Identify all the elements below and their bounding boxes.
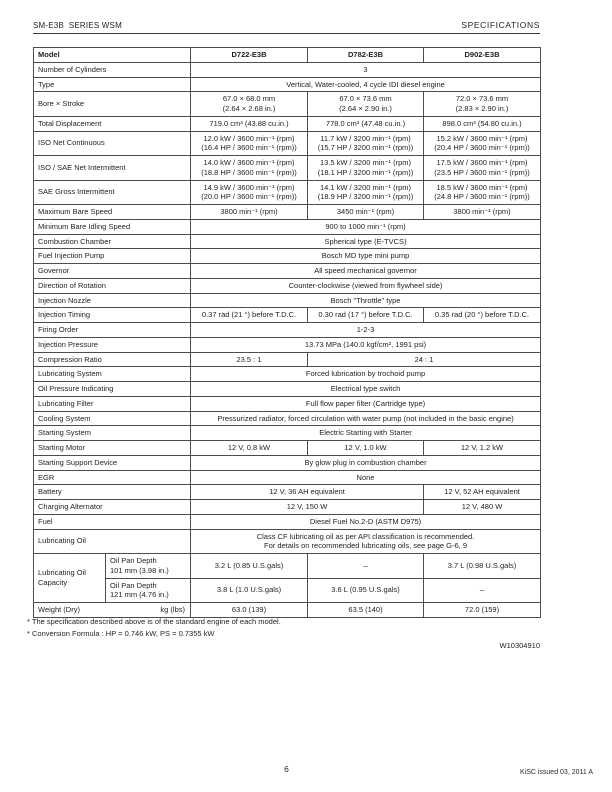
table-row bbox=[34, 156, 541, 181]
cell-line: 14.0 kW / 3600 min⁻¹ (rpm) bbox=[203, 158, 295, 167]
row-label-cell: Fuel Injection Pump bbox=[34, 249, 191, 264]
spec-value-cell bbox=[191, 156, 308, 181]
row-label-cell: Fuel bbox=[34, 514, 191, 529]
spec-value-cell: 3.2 L (0.85 U.S.gals) bbox=[191, 554, 308, 579]
spec-table bbox=[33, 47, 541, 618]
row-label-cell: Model bbox=[34, 48, 191, 63]
label-with-unit bbox=[38, 605, 186, 615]
cell-line: (20.4 HP / 3600 min⁻¹ (rpm)) bbox=[434, 143, 530, 153]
spec-value-cell: 3.7 L (0.98 U.S.gals) bbox=[424, 554, 541, 579]
table-row bbox=[34, 234, 541, 249]
spec-value-cell: 12 V, 52 AH equivalent bbox=[424, 485, 541, 500]
page-header bbox=[33, 20, 540, 34]
row-label-cell: Bore × Stroke bbox=[34, 92, 191, 117]
cell-line: (2.64 × 2.90 in.) bbox=[339, 104, 392, 113]
cell-line: Oil Pan Depth bbox=[110, 556, 157, 565]
cell-line: (23.5 HP / 3600 min⁻¹ (rpm)) bbox=[434, 167, 530, 177]
table-row bbox=[34, 455, 541, 470]
footnote-conversion-formula: * Conversion Formula : HP = 0.746 kW, PS = 0.7355 kW bbox=[27, 628, 215, 638]
spec-value-cell: 0.37 rad (21 °) before T.D.C. bbox=[191, 308, 308, 323]
row-label-cell: Maximum Bare Speed bbox=[34, 205, 191, 220]
table-row bbox=[34, 323, 541, 338]
spec-value-cell bbox=[191, 92, 308, 117]
cell-line: 72.0 × 73.6 mm bbox=[455, 94, 509, 104]
row-label-cell: Starting Motor bbox=[34, 441, 191, 456]
table-row bbox=[34, 116, 541, 131]
cell-line: 67.0 × 68.0 mm bbox=[222, 94, 276, 104]
spec-value-cell: – bbox=[424, 578, 541, 603]
spec-value-cell: 12 V, 480 W bbox=[424, 500, 541, 515]
spec-value-cell: 24 : 1 bbox=[308, 352, 541, 367]
table-row bbox=[34, 264, 541, 279]
spec-value-cell bbox=[308, 131, 424, 156]
spec-value-cell: Diesel Fuel No.2-D (ASTM D975) bbox=[191, 514, 541, 529]
table-row bbox=[34, 92, 541, 117]
spec-value-cell: 3 bbox=[191, 62, 541, 77]
table-row bbox=[34, 308, 541, 323]
table-row bbox=[34, 485, 541, 500]
table-row bbox=[34, 367, 541, 382]
row-label-cell: Lubricating Filter bbox=[34, 396, 191, 411]
row-label-cell: Battery bbox=[34, 485, 191, 500]
row-label-cell: Lubricating Oil bbox=[34, 529, 191, 554]
table-row bbox=[34, 578, 541, 603]
spec-table-body bbox=[34, 48, 541, 618]
row-label-cell: Injection Pressure bbox=[34, 337, 191, 352]
cell-line: Capacity bbox=[38, 578, 68, 587]
cell-line: 12.0 kW / 3600 min⁻¹ (rpm) bbox=[203, 133, 295, 143]
table-row bbox=[34, 249, 541, 264]
spec-value-cell: Electric Starting with Starter bbox=[191, 426, 541, 441]
spec-value-cell: 3800 min⁻¹ (rpm) bbox=[424, 205, 541, 220]
spec-value-cell: None bbox=[191, 470, 541, 485]
table-row bbox=[34, 337, 541, 352]
cell-line: (2.83 × 2.90 in.) bbox=[455, 104, 509, 113]
cell-line: (2.64 × 2.68 in.) bbox=[222, 104, 276, 113]
spec-value-cell: Forced lubrication by trochoid pump bbox=[191, 367, 541, 382]
spec-value-cell: Full flow paper filter (Cartridge type) bbox=[191, 396, 541, 411]
spec-value-cell bbox=[191, 180, 308, 205]
spec-value-cell: – bbox=[308, 554, 424, 579]
spec-value-cell: 12 V, 0.8 kW bbox=[191, 441, 308, 456]
row-label-cell: Minimum Bare Idling Speed bbox=[34, 219, 191, 234]
spec-value-cell: 3.8 L (1.0 U.S.gals) bbox=[191, 578, 308, 603]
spec-value-cell: Bosch "Throttle" type bbox=[191, 293, 541, 308]
spec-value-cell: 3.6 L (0.95 U.S.gals) bbox=[308, 578, 424, 603]
spec-value-cell: 898.0 cm³ (54.80 cu.in.) bbox=[424, 116, 541, 131]
spec-value-cell bbox=[424, 92, 541, 117]
spec-value-cell: 12 V, 1.0 kW bbox=[308, 441, 424, 456]
spec-value-cell: 63.0 (139) bbox=[191, 603, 308, 618]
row-label-cell: Compression Ratio bbox=[34, 352, 191, 367]
footnote-standard-engine: * The specification described above is of the standard engine of each model. bbox=[27, 617, 281, 626]
table-row bbox=[34, 219, 541, 234]
row-label-cell: Governor bbox=[34, 264, 191, 279]
cell-line: 15.2 kW / 3600 min⁻¹ (rpm) bbox=[436, 133, 528, 143]
cell-line: (15.7 HP / 3200 min⁻¹ (rpm)) bbox=[317, 143, 414, 153]
cell-line: 13.5 kW / 3200 min⁻¹ (rpm) bbox=[319, 158, 412, 167]
spec-value-cell: 778.0 cm³ (47.48 cu.in.) bbox=[308, 116, 424, 131]
row-label-cell: ISO Net Continuous bbox=[34, 131, 191, 156]
cell-line: (16.4 HP / 3600 min⁻¹ (rpm)) bbox=[201, 143, 297, 153]
table-row bbox=[34, 396, 541, 411]
table-row bbox=[34, 62, 541, 77]
spec-value-cell bbox=[308, 156, 424, 181]
spec-value-cell: All speed mechanical governor bbox=[191, 264, 541, 279]
unit-label: kg (lbs) bbox=[160, 605, 186, 614]
row-label-cell: Total Displacement bbox=[34, 116, 191, 131]
row-label-cell: Injection Timing bbox=[34, 308, 191, 323]
row-label-cell: Starting Support Device bbox=[34, 455, 191, 470]
cell-line: 14.1 kW / 3200 min⁻¹ (rpm) bbox=[319, 182, 412, 192]
row-label-cell: Starting System bbox=[34, 426, 191, 441]
spec-value-cell: 12 V, 1.2 kW bbox=[424, 441, 541, 456]
row-label-cell: SAE Gross Intermittent bbox=[34, 180, 191, 205]
row-label-cell bbox=[106, 554, 191, 579]
table-row bbox=[34, 470, 541, 485]
cell-line: 101 mm (3.98 in.) bbox=[110, 565, 169, 575]
table-row bbox=[34, 278, 541, 293]
table-row bbox=[34, 411, 541, 426]
spec-value-cell: 1-2-3 bbox=[191, 323, 541, 338]
cell-line: Lubricating Oil bbox=[38, 568, 86, 578]
row-label: Weight (Dry) bbox=[38, 605, 80, 614]
table-row bbox=[34, 382, 541, 397]
row-label-cell bbox=[106, 578, 191, 603]
cell-line: (18.1 HP / 3200 min⁻¹ (rpm)) bbox=[317, 167, 414, 177]
issue-note: KiSC issued 03, 2011 A bbox=[519, 769, 593, 776]
spec-value-cell: Bosch MD type mini pump bbox=[191, 249, 541, 264]
spec-value-cell: 12 V, 36 AH equivalent bbox=[191, 485, 424, 500]
cell-line: (20.0 HP / 3600 min⁻¹ (rpm)) bbox=[201, 192, 297, 202]
table-row bbox=[34, 426, 541, 441]
cell-line: Oil Pan Depth bbox=[110, 580, 157, 590]
page-number: 6 bbox=[284, 764, 289, 774]
table-row bbox=[34, 554, 541, 579]
spec-value-cell: D722-E3B bbox=[191, 48, 308, 63]
document-title: SM-E3B SERIES WSM bbox=[33, 21, 122, 30]
table-row bbox=[34, 205, 541, 220]
row-label-cell: Charging Alternator bbox=[34, 500, 191, 515]
cell-line: 121 mm (4.76 in.) bbox=[110, 590, 169, 600]
spec-value-cell: Vertical, Water-cooled, 4 cycle IDI diesel engine bbox=[191, 77, 541, 92]
cell-line: 11.7 kW / 3200 min⁻¹ (rpm) bbox=[320, 133, 411, 143]
cell-line: 14.9 kW / 3600 min⁻¹ (rpm) bbox=[203, 182, 295, 192]
table-row bbox=[34, 77, 541, 92]
spec-value-cell bbox=[191, 131, 308, 156]
cell-line: (24.8 HP / 3600 min⁻¹ (rpm)) bbox=[434, 192, 530, 202]
spec-value-cell: 12 V, 150 W bbox=[191, 500, 424, 515]
footnotes bbox=[27, 616, 540, 639]
row-label-cell: Firing Order bbox=[34, 323, 191, 338]
cell-line: For details on recommended lubricating oils, see page G-6, 9 bbox=[264, 541, 468, 551]
spec-value-cell: 13.73 MPa (140.0 kgf/cm², 1991 psi) bbox=[191, 337, 541, 352]
spec-value-cell: Electrical type switch bbox=[191, 382, 541, 397]
row-label-cell: Number of Cylinders bbox=[34, 62, 191, 77]
row-label-cell: ISO / SAE Net Intermittent bbox=[34, 156, 191, 181]
row-label-cell: Injection Nozzle bbox=[34, 293, 191, 308]
row-label-cell bbox=[34, 554, 106, 603]
spec-value-cell: Pressurized radiator, forced circulation with water pump (not included in the basic engine) bbox=[191, 411, 541, 426]
spec-value-cell bbox=[424, 156, 541, 181]
row-label-cell: Combustion Chamber bbox=[34, 234, 191, 249]
spec-value-cell: 63.5 (140) bbox=[308, 603, 424, 618]
spec-value-cell: D902-E3B bbox=[424, 48, 541, 63]
spec-value-cell bbox=[424, 180, 541, 205]
row-label-cell: Type bbox=[34, 77, 191, 92]
reference-code: W10304910 bbox=[499, 641, 540, 650]
row-label-cell: Lubricating System bbox=[34, 367, 191, 382]
cell-line: 18.5 kW / 3600 min⁻¹ (rpm) bbox=[436, 182, 528, 192]
row-label-cell: Cooling System bbox=[34, 411, 191, 426]
spec-value-cell: 3800 min⁻¹ (rpm) bbox=[191, 205, 308, 220]
spec-value-cell: 0.30 rad (17 °) before T.D.C. bbox=[308, 308, 424, 323]
cell-line: 67.0 × 73.6 mm bbox=[339, 94, 392, 104]
table-row bbox=[34, 500, 541, 515]
spec-value-cell bbox=[308, 92, 424, 117]
table-row bbox=[34, 180, 541, 205]
cell-line: 17.5 kW / 3600 min⁻¹ (rpm) bbox=[436, 158, 528, 167]
spec-value-cell: 0.35 rad (20 °) before T.D.C. bbox=[424, 308, 541, 323]
spec-value-cell bbox=[424, 131, 541, 156]
table-row bbox=[34, 293, 541, 308]
cell-line: (18.8 HP / 3600 min⁻¹ (rpm)) bbox=[201, 167, 297, 177]
spec-value-cell: 72.0 (159) bbox=[424, 603, 541, 618]
spec-value-cell: 23.5 : 1 bbox=[191, 352, 308, 367]
table-row bbox=[34, 48, 541, 63]
cell-line: (18.9 HP / 3200 min⁻¹ (rpm)) bbox=[317, 192, 414, 202]
table-row bbox=[34, 441, 541, 456]
spec-value-cell: Spherical type (E-TVCS) bbox=[191, 234, 541, 249]
spec-value-cell: 900 to 1000 min⁻¹ (rpm) bbox=[191, 219, 541, 234]
table-row bbox=[34, 352, 541, 367]
row-label-cell: EGR bbox=[34, 470, 191, 485]
section-title: SPECIFICATIONS bbox=[461, 20, 540, 30]
row-label-cell: Oil Pressure Indicating bbox=[34, 382, 191, 397]
spec-value-cell: 3450 min⁻¹ (rpm) bbox=[308, 205, 424, 220]
spec-value-cell: By glow plug in combustion chamber bbox=[191, 455, 541, 470]
spec-value-cell: D782-E3B bbox=[308, 48, 424, 63]
spec-value-cell: Counter-clockwise (viewed from flywheel side) bbox=[191, 278, 541, 293]
spec-value-cell bbox=[191, 529, 541, 554]
table-row bbox=[34, 514, 541, 529]
row-label-cell: Direction of Rotation bbox=[34, 278, 191, 293]
table-row bbox=[34, 131, 541, 156]
spec-value-cell bbox=[308, 180, 424, 205]
table-row bbox=[34, 529, 541, 554]
spec-value-cell: 719.0 cm³ (43.88 cu.in.) bbox=[191, 116, 308, 131]
cell-line: Class CF lubricating oil as per API classification is recommended. bbox=[256, 531, 475, 541]
